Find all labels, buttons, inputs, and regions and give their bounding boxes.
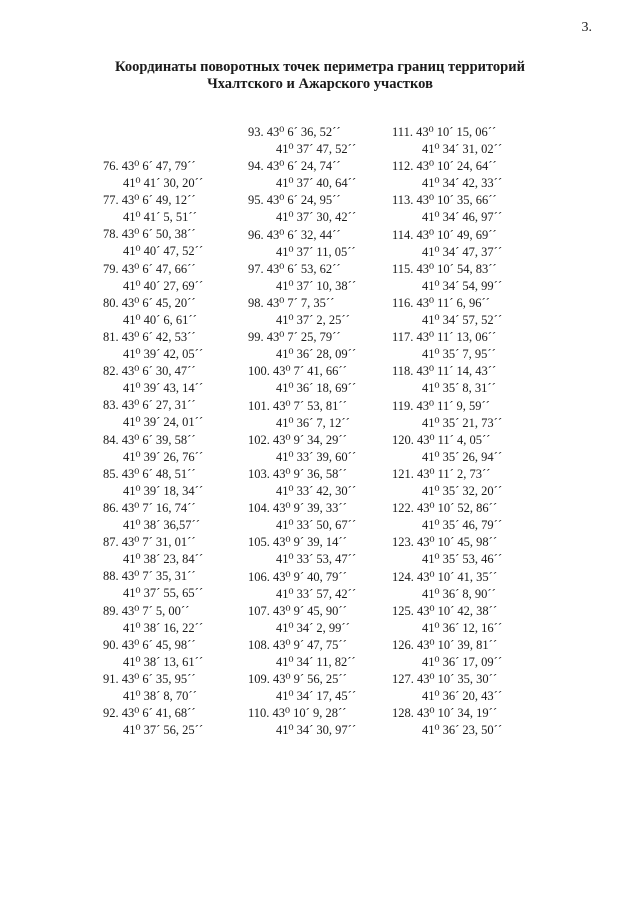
point-number: 117. [392,330,414,345]
point-longitude: 41⁰ 34ˊ 11, 82ˊˊ [276,655,356,669]
point-latitude: 43⁰ 6ˊ 24, 95ˊˊ [266,193,341,208]
point-number: 119. [392,398,414,413]
point-longitude: 41⁰ 35ˊ 26, 94ˊˊ [422,449,502,464]
point-longitude: 41⁰ 39ˊ 42, 05ˊˊ [123,347,203,361]
point-latitude: 43⁰ 6ˊ 45, 98ˊˊ [121,637,196,652]
point-number: 115. [392,261,414,276]
point-number: 79. [103,261,119,276]
point-latitude-line [372,329,572,346]
point-latitude: 43⁰ 9ˊ 39, 14ˊˊ [273,535,347,550]
point-longitude: 41⁰ 39ˊ 43, 14ˊˊ [123,381,203,396]
coordinate-point [372,227,572,261]
point-latitude: 43⁰ 11ˊ 2, 73ˊˊ [417,467,491,481]
point-latitude-line [372,500,572,517]
point-latitude: 43⁰ 6ˊ 50, 38ˊˊ [121,227,196,242]
point-latitude: 43⁰ 6ˊ 39, 58ˊˊ [121,432,196,447]
point-latitude: 43⁰ 7ˊ 35, 31ˊˊ [121,569,196,584]
point-latitude: 43⁰ 10ˊ 54, 83ˊˊ [416,261,497,276]
point-longitude: 41⁰ 37ˊ 40, 64ˊˊ [276,176,356,191]
point-number: 80. [103,295,119,310]
point-number: 107. [248,603,270,618]
point-longitude: 41⁰ 41ˊ 5, 51ˊˊ [123,210,197,225]
point-number: 100. [248,364,270,379]
point-number: 91. [103,672,119,686]
point-longitude: 41⁰ 34ˊ 57, 52ˊˊ [422,313,502,327]
point-latitude: 43⁰ 6ˊ 53, 62ˊˊ [266,261,341,276]
point-number: 118. [392,364,414,379]
point-number: 90. [103,637,119,652]
coordinate-point [372,603,572,637]
point-latitude: 43⁰ 9ˊ 47, 75ˊˊ [273,638,347,652]
point-latitude-line [372,705,572,722]
coordinate-point [372,124,572,158]
point-number: 126. [392,638,414,652]
point-latitude: 43⁰ 9ˊ 40, 79ˊˊ [273,569,347,584]
point-number: 110. [248,706,270,721]
point-longitude: 41⁰ 37ˊ 30, 42ˊˊ [276,210,356,225]
coordinate-point [372,432,572,466]
point-number: 81. [103,330,119,344]
point-latitude: 43⁰ 6ˊ 35, 95ˊˊ [121,672,196,686]
point-latitude: 43⁰ 6ˊ 49, 12ˊˊ [121,193,196,208]
coordinate-point [372,534,572,568]
point-number: 113. [392,193,414,208]
point-latitude: 43⁰ 6ˊ 41, 68ˊˊ [121,706,196,721]
point-longitude: 41⁰ 37ˊ 11, 05ˊˊ [276,244,356,259]
point-longitude: 41⁰ 40ˊ 47, 52ˊˊ [123,244,203,259]
point-latitude: 43⁰ 9ˊ 45, 90ˊˊ [273,603,347,618]
point-latitude: 43⁰ 6ˊ 45, 20ˊˊ [121,295,196,310]
point-latitude: 43⁰ 10ˊ 35, 30ˊˊ [417,672,497,687]
coordinate-point [372,192,572,226]
point-latitude: 43⁰ 6ˊ 47, 66ˊˊ [121,261,196,276]
point-longitude: 41⁰ 36ˊ 12, 16ˊˊ [422,620,502,635]
point-latitude-line [372,124,572,141]
point-number: 102. [248,432,270,447]
point-latitude: 43⁰ 11ˊ 13, 06ˊˊ [416,330,497,345]
coordinate-point [372,705,572,739]
point-longitude: 41⁰ 36ˊ 7, 12ˊˊ [276,415,350,430]
point-latitude: 43⁰ 9ˊ 56, 25ˊˊ [273,672,347,687]
point-latitude: 43⁰ 7ˊ 5, 00ˊˊ [121,603,190,618]
point-number: 78. [103,227,119,242]
point-longitude: 41⁰ 34ˊ 17, 45ˊˊ [276,689,356,704]
point-number: 116. [392,296,414,310]
point-latitude: 43⁰ 11ˊ 6, 96ˊˊ [416,296,490,310]
point-longitude: 41⁰ 34ˊ 2, 99ˊˊ [276,620,350,635]
point-latitude: 43⁰ 10ˊ 41, 35ˊˊ [417,569,497,584]
point-latitude: 43⁰ 10ˊ 24, 64ˊˊ [416,159,497,174]
coordinate-point [372,261,572,295]
point-longitude: 41⁰ 40ˊ 6, 61ˊˊ [123,312,197,327]
point-latitude-line [372,569,572,586]
point-latitude: 43⁰ 6ˊ 42, 53ˊˊ [121,330,196,344]
point-number: 108. [248,638,270,652]
point-number: 99. [248,330,264,345]
point-number: 98. [248,296,264,310]
point-number: 109. [248,672,270,687]
point-number: 89. [103,603,119,618]
point-latitude: 43⁰ 10ˊ 35, 66ˊˊ [416,193,497,208]
point-number: 104. [248,501,270,516]
point-latitude: 43⁰ 7ˊ 53, 81ˊˊ [273,398,347,413]
point-number: 105. [248,535,270,550]
point-longitude: 41⁰ 36ˊ 23, 50ˊˊ [422,723,502,738]
point-longitude: 41⁰ 39ˊ 24, 01ˊˊ [123,415,203,430]
page-number: 3. [581,20,592,35]
point-longitude: 41⁰ 35ˊ 8, 31ˊˊ [422,381,496,396]
point-latitude: 43⁰ 6ˊ 47, 79ˊˊ [121,159,196,173]
point-latitude-line [372,637,572,654]
point-number: 114. [392,227,414,242]
coordinate-point [372,500,572,534]
point-longitude: 41⁰ 35ˊ 32, 20ˊˊ [422,484,502,498]
point-longitude: 41⁰ 36ˊ 20, 43ˊˊ [422,689,502,704]
point-longitude: 41⁰ 34ˊ 46, 97ˊˊ [422,210,502,225]
point-number: 112. [392,159,414,174]
title-line-1: Координаты поворотных точек периметра границ территорий [115,59,525,75]
point-latitude: 43⁰ 6ˊ 48, 51ˊˊ [121,466,196,481]
point-number: 122. [392,501,414,516]
point-latitude: 43⁰ 11ˊ 9, 59ˊˊ [416,398,490,413]
point-latitude: 43⁰ 6ˊ 30, 47ˊˊ [121,364,196,379]
coordinate-point [372,671,572,705]
point-number: 76. [103,159,119,173]
point-latitude-line [372,398,572,415]
point-latitude-line [372,534,572,551]
coordinate-point [372,569,572,603]
point-number: 97. [248,261,264,276]
point-number: 84. [103,432,119,447]
point-latitude: 43⁰ 11ˊ 4, 05ˊˊ [417,432,491,447]
point-longitude: 41⁰ 36ˊ 17, 09ˊˊ [422,655,502,669]
point-latitude: 43⁰ 6ˊ 32, 44ˊˊ [266,227,341,242]
point-longitude: 41⁰ 36ˊ 18, 69ˊˊ [276,381,356,396]
point-latitude: 43⁰ 10ˊ 39, 81ˊˊ [417,638,497,652]
point-number: 125. [392,603,414,618]
point-number: 124. [392,569,414,584]
point-latitude-line [372,192,572,209]
point-latitude: 43⁰ 10ˊ 34, 19ˊˊ [417,706,497,721]
point-latitude-line [372,158,572,175]
point-longitude: 41⁰ 33ˊ 53, 47ˊˊ [276,552,356,567]
point-latitude: 43⁰ 7ˊ 31, 01ˊˊ [121,535,196,550]
point-longitude: 41⁰ 38ˊ 16, 22ˊˊ [123,620,203,635]
point-latitude: 43⁰ 9ˊ 36, 58ˊˊ [273,467,347,481]
point-longitude: 41⁰ 38ˊ 36,57ˊˊ [123,518,200,532]
point-latitude: 43⁰ 9ˊ 34, 29ˊˊ [273,432,347,447]
point-latitude-line [372,261,572,278]
point-longitude: 41⁰ 34ˊ 54, 99ˊˊ [422,278,502,293]
point-number: 96. [248,227,264,242]
point-number: 87. [103,535,119,550]
point-longitude: 41⁰ 34ˊ 31, 02ˊˊ [422,142,502,156]
point-number: 82. [103,364,119,379]
point-number: 83. [103,398,119,413]
point-latitude: 43⁰ 10ˊ 49, 69ˊˊ [416,227,497,242]
point-longitude: 41⁰ 35ˊ 46, 79ˊˊ [422,518,502,533]
point-longitude: 41⁰ 40ˊ 27, 69ˊˊ [123,278,203,293]
coordinate-point [372,363,572,397]
point-number: 128. [392,706,414,721]
coordinate-point [372,158,572,192]
point-latitude: 43⁰ 11ˊ 14, 43ˊˊ [416,364,497,379]
point-longitude: 41⁰ 37ˊ 2, 25ˊˊ [276,313,350,327]
point-longitude: 41⁰ 37ˊ 55, 65ˊˊ [123,586,203,601]
point-latitude: 43⁰ 7ˊ 7, 35ˊˊ [266,296,335,310]
point-longitude: 41⁰ 33ˊ 42, 30ˊˊ [276,484,356,498]
point-number: 93. [248,125,264,139]
point-number: 86. [103,501,119,515]
point-number: 123. [392,535,414,550]
point-longitude: 41⁰ 39ˊ 26, 76ˊˊ [123,449,203,464]
point-latitude: 43⁰ 6ˊ 27, 31ˊˊ [121,398,196,413]
point-number: 101. [248,398,270,413]
point-latitude-line [372,295,572,312]
point-longitude: 41⁰ 41ˊ 30, 20ˊˊ [123,176,203,190]
point-number: 127. [392,672,414,687]
point-latitude: 43⁰ 6ˊ 24, 74ˊˊ [266,159,341,174]
coordinate-point [372,466,572,500]
point-longitude: 41⁰ 33ˊ 57, 42ˊˊ [276,586,356,601]
point-longitude: 41⁰ 37ˊ 10, 38ˊˊ [276,278,356,293]
point-longitude: 41⁰ 34ˊ 42, 33ˊˊ [422,176,502,191]
point-number: 111. [392,125,413,139]
point-number: 106. [248,569,270,584]
point-number: 120. [392,432,414,447]
point-number: 103. [248,467,270,481]
point-latitude: 43⁰ 10ˊ 52, 86ˊˊ [417,501,497,516]
point-longitude: 41⁰ 33ˊ 39, 60ˊˊ [276,449,356,464]
point-latitude-line [372,363,572,380]
point-latitude-line [372,227,572,244]
point-longitude: 41⁰ 35ˊ 7, 95ˊˊ [422,347,496,362]
point-longitude: 41⁰ 39ˊ 18, 34ˊˊ [123,483,203,498]
coordinate-point [372,637,572,671]
point-latitude: 43⁰ 7ˊ 25, 79ˊˊ [266,330,341,345]
point-longitude: 41⁰ 35ˊ 21, 73ˊˊ [422,415,502,430]
point-latitude: 43⁰ 10ˊ 45, 98ˊˊ [417,535,497,550]
point-longitude: 41⁰ 38ˊ 8, 70ˊˊ [123,689,197,703]
point-latitude-line [372,466,572,483]
point-latitude-line [372,671,572,688]
coordinate-point [372,329,572,363]
point-longitude: 41⁰ 34ˊ 47, 37ˊˊ [422,244,502,259]
point-longitude: 41⁰ 37ˊ 56, 25ˊˊ [123,723,203,738]
point-number: 95. [248,193,264,208]
title-line-2: Чхалтского и Ажарского участков [207,76,433,92]
point-longitude: 41⁰ 37ˊ 47, 52ˊˊ [276,142,356,156]
point-longitude: 41⁰ 36ˊ 8, 90ˊˊ [422,586,496,601]
point-longitude: 41⁰ 38ˊ 13, 61ˊˊ [123,654,203,669]
point-latitude: 43⁰ 10ˊ 42, 38ˊˊ [417,603,497,618]
point-latitude: 43⁰ 7ˊ 41, 66ˊˊ [273,364,347,379]
point-latitude: 43⁰ 10ˊ 9, 28ˊˊ [272,706,347,721]
point-longitude: 41⁰ 35ˊ 53, 46ˊˊ [422,552,502,567]
coordinate-point [372,398,572,432]
point-latitude: 43⁰ 10ˊ 15, 06ˊˊ [416,125,497,139]
point-number: 88. [103,569,119,584]
point-number: 92. [103,706,119,721]
point-longitude: 41⁰ 36ˊ 28, 09ˊˊ [276,347,356,362]
point-longitude: 41⁰ 38ˊ 23, 84ˊˊ [123,552,203,567]
point-latitude: 43⁰ 9ˊ 39, 33ˊˊ [273,501,347,516]
point-longitude: 41⁰ 34ˊ 30, 97ˊˊ [276,723,356,738]
point-latitude: 43⁰ 6ˊ 36, 52ˊˊ [266,125,341,139]
coordinate-point [372,295,572,329]
point-number: 77. [103,193,119,208]
point-latitude-line [372,603,572,620]
point-longitude: 41⁰ 33ˊ 50, 67ˊˊ [276,518,356,533]
point-latitude: 43⁰ 7ˊ 16, 74ˊˊ [121,501,196,515]
document-title [0,59,640,93]
point-number: 85. [103,466,119,481]
point-latitude-line [372,432,572,449]
point-number: 94. [248,159,264,174]
point-number: 121. [392,467,414,481]
